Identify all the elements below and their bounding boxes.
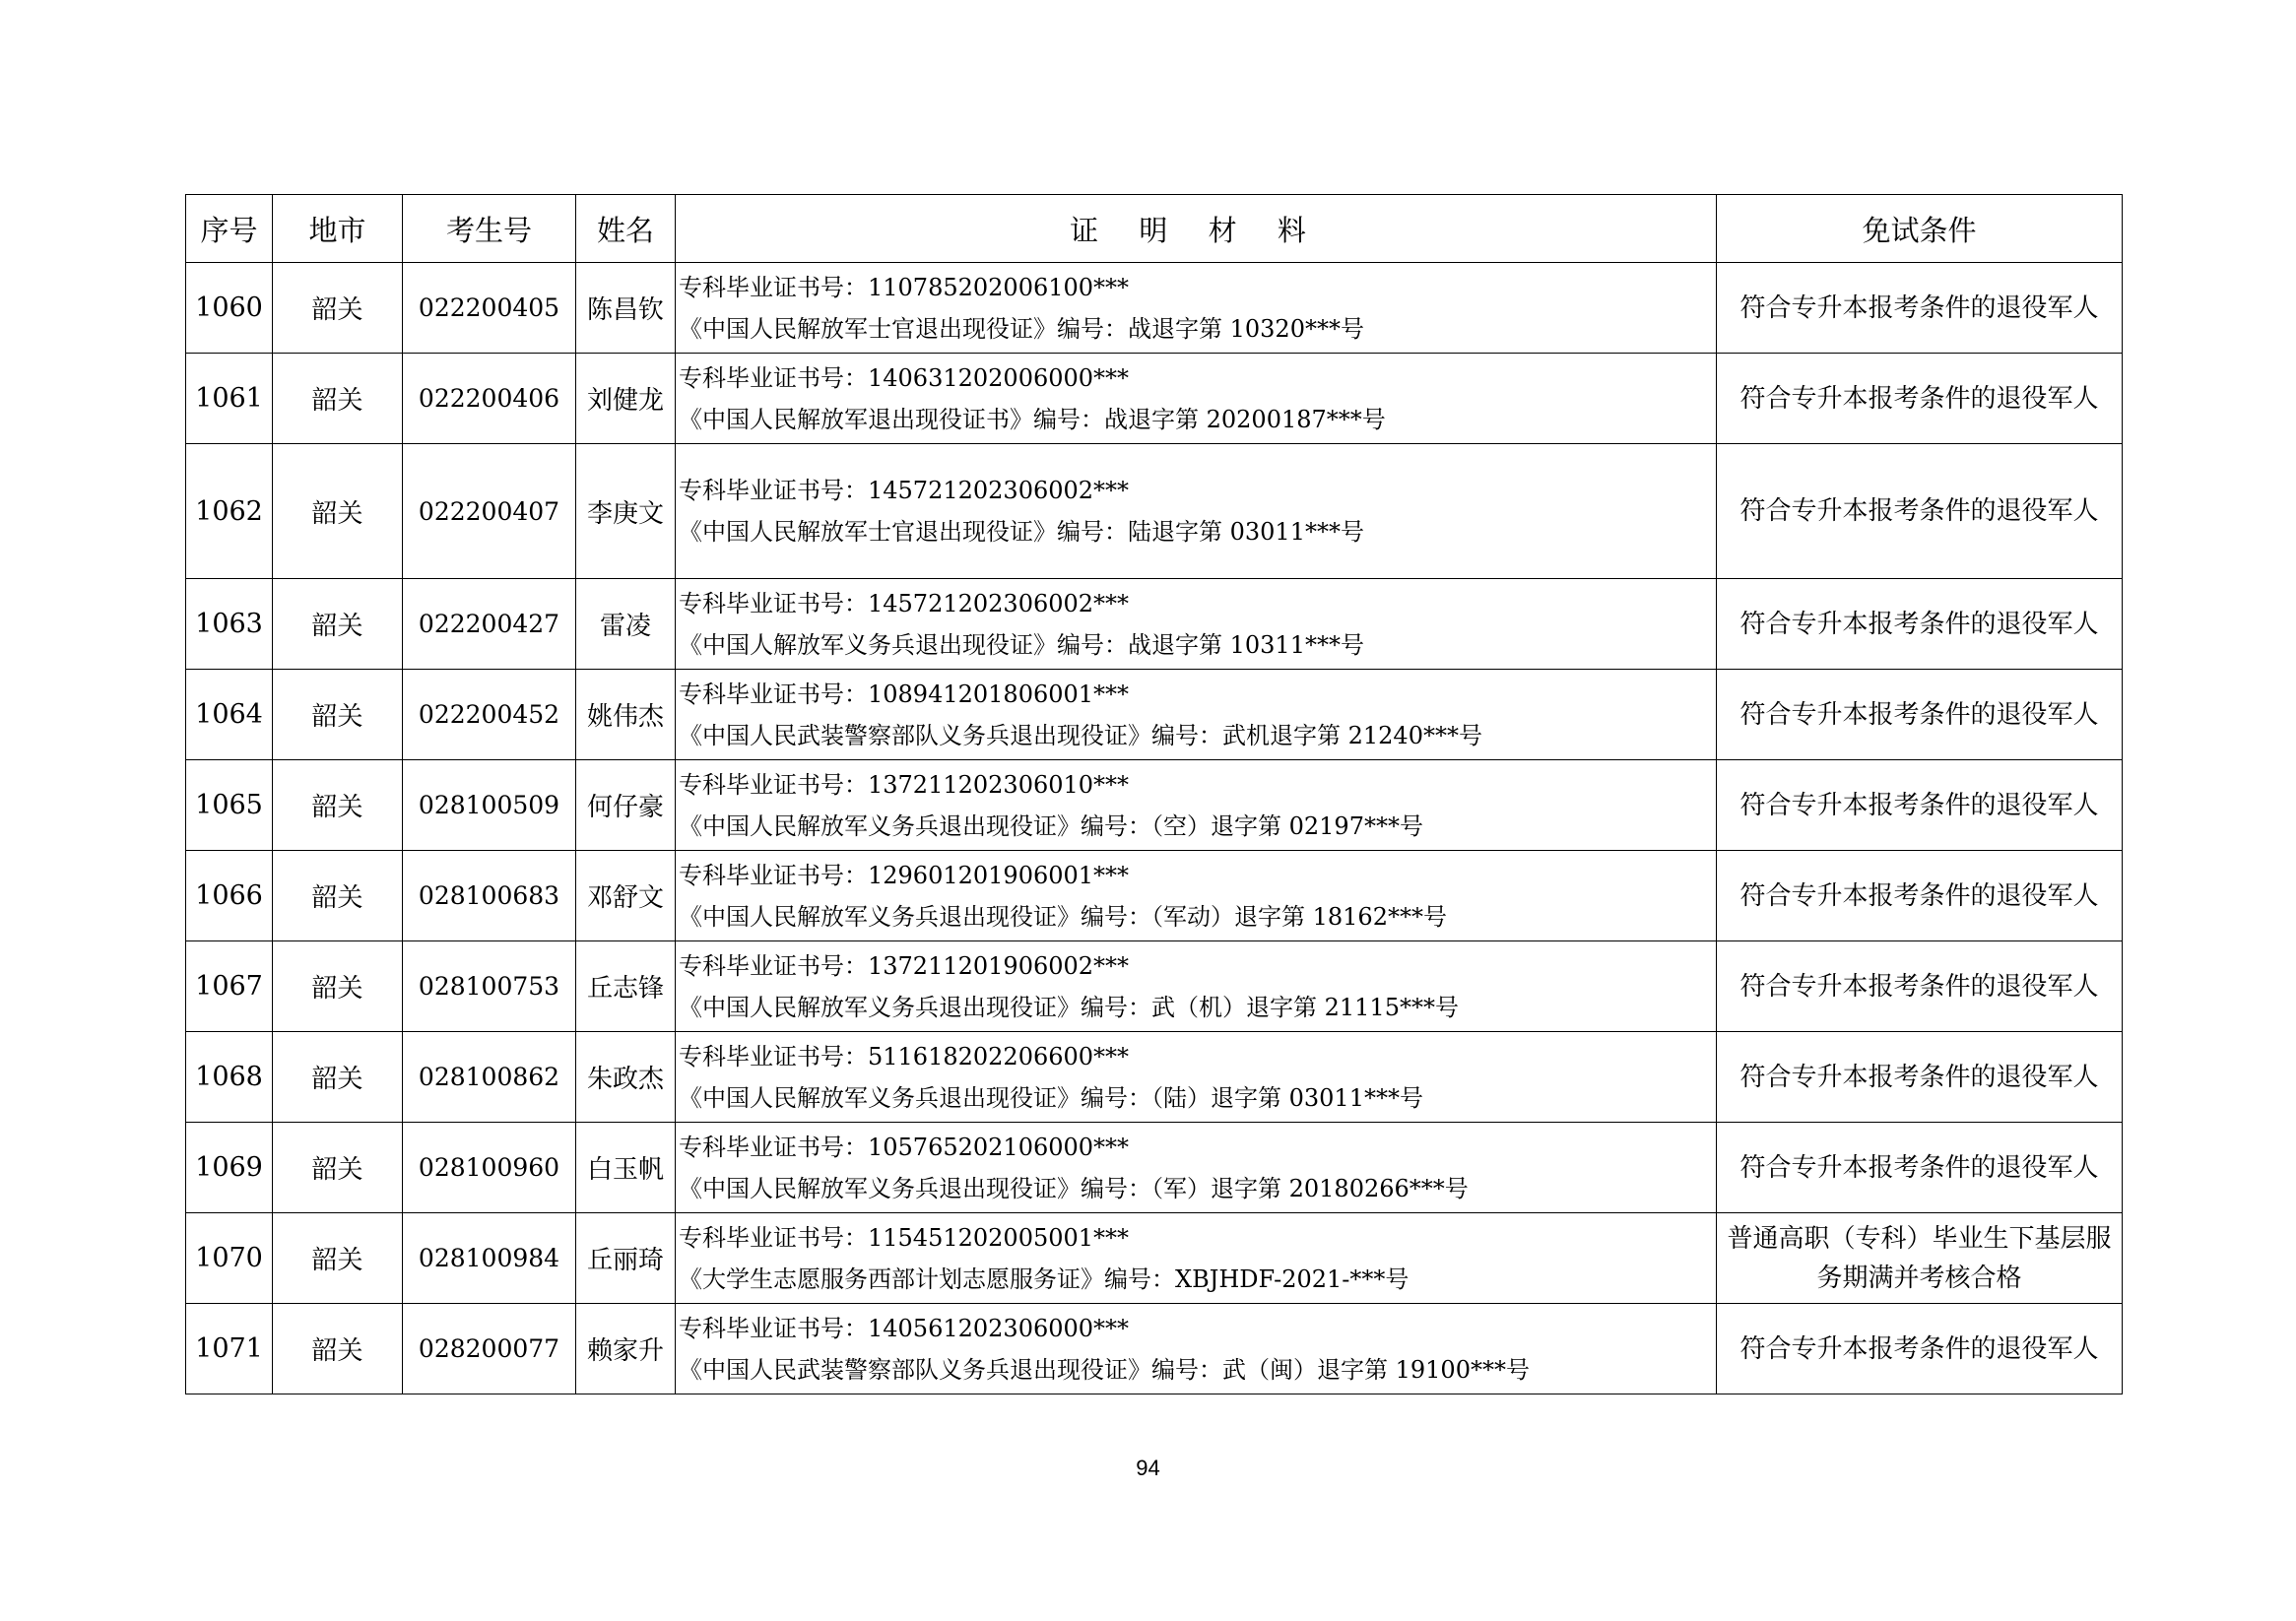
- diploma-number-line: 专科毕业证书号：115451202005001***: [679, 1223, 1130, 1252]
- table-row: [186, 354, 2123, 444]
- exemption-table: [185, 194, 2123, 1394]
- row-exam-no: 028100509: [403, 760, 576, 851]
- row-condition: 符合专升本报考条件的退役军人: [1717, 579, 2123, 670]
- row-name: 白玉帆: [576, 1123, 676, 1213]
- certificate-line: 《中国人民解放军士官退出现役证》编号：陆退字第 03011***号: [679, 518, 1364, 546]
- row-city: 韶关: [273, 760, 403, 851]
- table-row: [186, 1032, 2123, 1123]
- row-city: 韶关: [273, 851, 403, 941]
- row-index: 1065: [186, 760, 273, 851]
- row-index: 1066: [186, 851, 273, 941]
- diploma-number-line: 专科毕业证书号：110785202006100***: [679, 273, 1130, 301]
- row-index: 1069: [186, 1123, 273, 1213]
- row-materials: [676, 760, 1717, 851]
- row-materials: [676, 941, 1717, 1032]
- row-name: 陈昌钦: [576, 263, 676, 354]
- row-index: 1063: [186, 579, 273, 670]
- row-index: 1060: [186, 263, 273, 354]
- row-exam-no: 022200406: [403, 354, 576, 444]
- header-exam-no: 考生号: [403, 195, 576, 263]
- row-condition: 普通高职（专科）毕业生下基层服务期满并考核合格: [1717, 1213, 2123, 1304]
- row-name: 赖家升: [576, 1304, 676, 1394]
- row-materials: [676, 1304, 1717, 1394]
- header-name: 姓名: [576, 195, 676, 263]
- row-condition: 符合专升本报考条件的退役军人: [1717, 1123, 2123, 1213]
- row-materials: [676, 263, 1717, 354]
- certificate-line: 《中国人民解放军义务兵退出现役证》编号：（军动）退字第 18162***号: [679, 902, 1447, 931]
- table-row: [186, 760, 2123, 851]
- diploma-number-line: 专科毕业证书号：105765202106000***: [679, 1133, 1130, 1161]
- row-index: 1071: [186, 1304, 273, 1394]
- row-materials: [676, 444, 1717, 579]
- row-city: 韶关: [273, 1213, 403, 1304]
- table-row: [186, 1123, 2123, 1213]
- certificate-line: 《中国人民解放军义务兵退出现役证》编号：（军）退字第 20180266***号: [679, 1174, 1469, 1202]
- row-exam-no: 028100683: [403, 851, 576, 941]
- row-exam-no: 028200077: [403, 1304, 576, 1394]
- table-row: [186, 1213, 2123, 1304]
- header-city: 地市: [273, 195, 403, 263]
- row-city: 韶关: [273, 263, 403, 354]
- table-row: [186, 579, 2123, 670]
- certificate-line: 《中国人民解放军义务兵退出现役证》编号：（空）退字第 02197***号: [679, 811, 1423, 840]
- row-exam-no: 022200427: [403, 579, 576, 670]
- row-city: 韶关: [273, 670, 403, 760]
- header-row: [186, 195, 2123, 263]
- certificate-line: 《中国人民解放军义务兵退出现役证》编号：武（机）退字第 21115***号: [679, 993, 1459, 1021]
- row-materials: [676, 1213, 1717, 1304]
- row-city: 韶关: [273, 1123, 403, 1213]
- row-name: 丘丽琦: [576, 1213, 676, 1304]
- row-materials: [676, 354, 1717, 444]
- header-index: 序号: [186, 195, 273, 263]
- table-row: [186, 1304, 2123, 1394]
- certificate-line: 《中国人民武装警察部队义务兵退出现役证》编号：武（闽）退字第 19100***号: [679, 1355, 1530, 1384]
- row-city: 韶关: [273, 1032, 403, 1123]
- row-exam-no: 022200452: [403, 670, 576, 760]
- diploma-number-line: 专科毕业证书号：140631202006000***: [679, 363, 1130, 392]
- row-index: 1067: [186, 941, 273, 1032]
- row-materials: [676, 579, 1717, 670]
- diploma-number-line: 专科毕业证书号：137211201906002***: [679, 951, 1130, 980]
- row-name: 李庚文: [576, 444, 676, 579]
- row-condition: 符合专升本报考条件的退役军人: [1717, 354, 2123, 444]
- certificate-line: 《中国人民解放军义务兵退出现役证》编号：（陆）退字第 03011***号: [679, 1083, 1423, 1112]
- row-materials: [676, 851, 1717, 941]
- header-condition: 免试条件: [1717, 195, 2123, 263]
- row-exam-no: 022200405: [403, 263, 576, 354]
- row-materials: [676, 670, 1717, 760]
- row-name: 刘健龙: [576, 354, 676, 444]
- row-condition: 符合专升本报考条件的退役军人: [1717, 1032, 2123, 1123]
- row-condition: 符合专升本报考条件的退役军人: [1717, 263, 2123, 354]
- row-index: 1062: [186, 444, 273, 579]
- row-city: 韶关: [273, 941, 403, 1032]
- row-index: 1064: [186, 670, 273, 760]
- row-index: 1061: [186, 354, 273, 444]
- header-materials: 证 明 材 料: [676, 195, 1717, 263]
- row-name: 丘志锋: [576, 941, 676, 1032]
- table-row: [186, 851, 2123, 941]
- row-city: 韶关: [273, 1304, 403, 1394]
- diploma-number-line: 专科毕业证书号：511618202206600***: [679, 1042, 1130, 1070]
- diploma-number-line: 专科毕业证书号：145721202306002***: [679, 589, 1130, 617]
- row-index: 1070: [186, 1213, 273, 1304]
- row-exam-no: 028100753: [403, 941, 576, 1032]
- table-row: [186, 941, 2123, 1032]
- row-exam-no: 022200407: [403, 444, 576, 579]
- diploma-number-line: 专科毕业证书号：137211202306010***: [679, 770, 1130, 799]
- row-name: 姚伟杰: [576, 670, 676, 760]
- row-exam-no: 028100862: [403, 1032, 576, 1123]
- certificate-line: 《中国人民武装警察部队义务兵退出现役证》编号：武机退字第 21240***号: [679, 721, 1482, 749]
- row-name: 邓舒文: [576, 851, 676, 941]
- row-condition: 符合专升本报考条件的退役军人: [1717, 851, 2123, 941]
- row-index: 1068: [186, 1032, 273, 1123]
- diploma-number-line: 专科毕业证书号：108941201806001***: [679, 680, 1130, 708]
- row-name: 何仔豪: [576, 760, 676, 851]
- row-city: 韶关: [273, 354, 403, 444]
- row-materials: [676, 1123, 1717, 1213]
- row-condition: 符合专升本报考条件的退役军人: [1717, 670, 2123, 760]
- diploma-number-line: 专科毕业证书号：129601201906001***: [679, 861, 1130, 889]
- certificate-line: 《中国人民解放军士官退出现役证》编号：战退字第 10320***号: [679, 314, 1364, 343]
- row-condition: 符合专升本报考条件的退役军人: [1717, 1304, 2123, 1394]
- certificate-line: 《中国人解放军义务兵退出现役证》编号：战退字第 10311***号: [679, 630, 1364, 659]
- diploma-number-line: 专科毕业证书号：145721202306002***: [679, 477, 1130, 504]
- diploma-number-line: 专科毕业证书号：140561202306000***: [679, 1314, 1130, 1342]
- certificate-line: 《中国人民解放军退出现役证书》编号：战退字第 20200187***号: [679, 405, 1386, 433]
- row-condition: 符合专升本报考条件的退役军人: [1717, 941, 2123, 1032]
- row-condition: 符合专升本报考条件的退役军人: [1717, 760, 2123, 851]
- row-exam-no: 028100984: [403, 1213, 576, 1304]
- row-city: 韶关: [273, 444, 403, 579]
- row-name: 朱政杰: [576, 1032, 676, 1123]
- row-name: 雷凌: [576, 579, 676, 670]
- certificate-line: 《大学生志愿服务西部计划志愿服务证》编号：XBJHDF-2021-***号: [679, 1264, 1410, 1293]
- table-row: [186, 670, 2123, 760]
- row-condition: 符合专升本报考条件的退役军人: [1717, 444, 2123, 579]
- row-exam-no: 028100960: [403, 1123, 576, 1213]
- page-number: 94: [1136, 1456, 1160, 1480]
- row-city: 韶关: [273, 579, 403, 670]
- table-row: [186, 444, 2123, 579]
- row-materials: [676, 1032, 1717, 1123]
- table-row: [186, 263, 2123, 354]
